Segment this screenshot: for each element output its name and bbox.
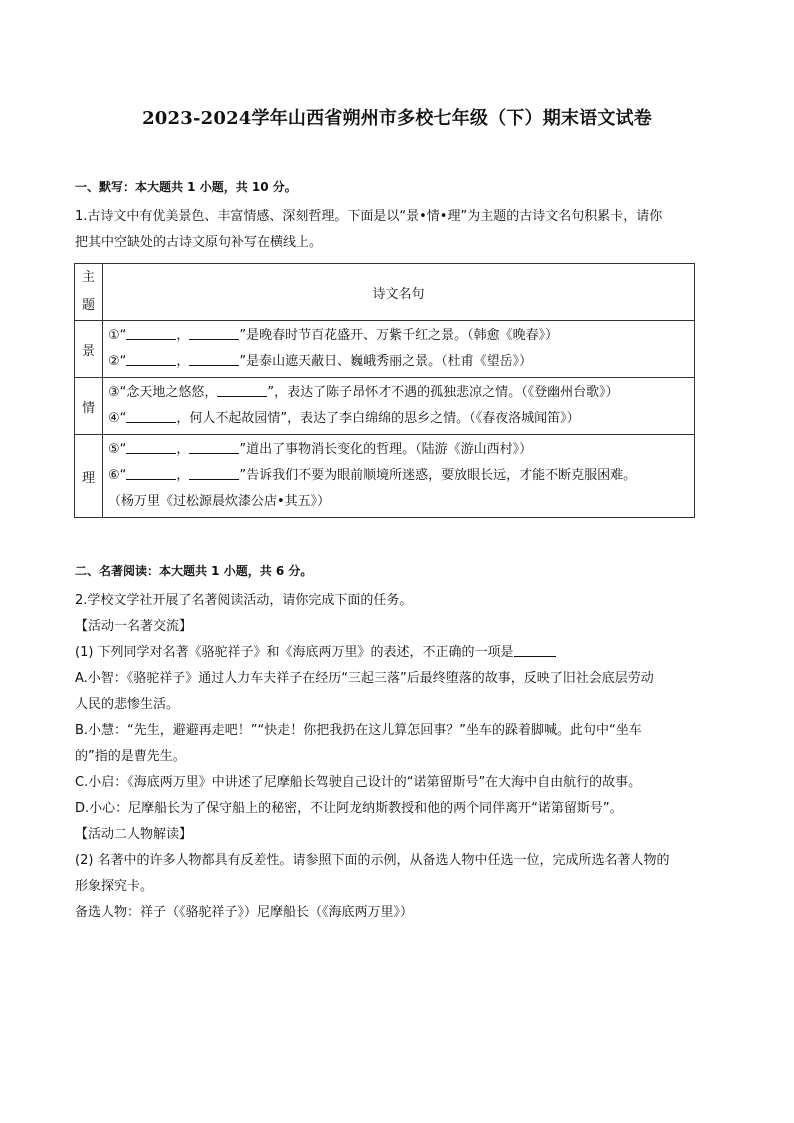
answer-blank[interactable] — [189, 465, 239, 480]
answer-blank[interactable] — [126, 408, 176, 423]
line-prefix: ③“念天地之悠悠， — [108, 385, 218, 400]
line-suffix: ”是泰山遮天蔽日、巍峨秀丽之景。（杜甫《望岳》） — [239, 354, 533, 369]
question2-intro: 2.学校文学社开展了名著阅读活动，请你完成下面的任务。 — [75, 593, 413, 608]
table-header-row — [75, 264, 695, 321]
answer-blank[interactable] — [189, 325, 239, 340]
content-cell — [103, 435, 695, 518]
line-suffix: ，何人不起故园情”，表达了李白绵绵的思乡之情。（《春夜洛城闻笛》） — [176, 411, 580, 426]
source-line: （杨万里《过松源晨炊漆公店•其五》） — [108, 494, 331, 509]
answer-blank[interactable] — [126, 325, 176, 340]
table-row-emotion — [75, 378, 695, 435]
line-suffix: ”，表达了陈子昂怀才不遇的孤独悲凉之情。（《登幽州台歌》） — [267, 385, 619, 400]
option-b-line2: 的”指的是曹先生。 — [75, 749, 186, 764]
line-suffix: ”告诉我们不要为眼前顺境所迷惑，要放眼长远，才能不断克服困难。 — [239, 468, 637, 483]
line-suffix: ”道出了事物消长变化的哲理。（陆游《游山西村》） — [239, 442, 533, 457]
theme-cell: 情 — [75, 378, 103, 435]
fill-line-2 — [108, 349, 694, 375]
line-prefix: ⑥“ — [108, 468, 127, 483]
subquestion2-line2: 形象探究卡。 — [75, 879, 154, 894]
theme-cell: 理 — [75, 435, 103, 518]
section1-heading: 一、默写：本大题共 1 小题，共 10 分。 — [75, 180, 297, 194]
answer-blank[interactable] — [189, 351, 239, 366]
line-separator: ， — [176, 468, 190, 483]
content-header: 诗文名句 — [103, 264, 695, 321]
line-separator: ， — [176, 442, 190, 457]
theme-header-char-2: 题 — [81, 298, 95, 313]
line-separator: ， — [176, 354, 190, 369]
fill-line-6 — [108, 463, 694, 489]
table-row-scenery — [75, 321, 695, 378]
option-a-line1: A.小智：《骆驼祥子》通过人力车夫祥子在经历“三起三落”后最终堕落的故事，反映了旧社会底层劳动 — [75, 671, 654, 686]
line-suffix: ”是晚春时节百花盛开、万紫千红之景。（韩愈《晚春》） — [239, 328, 559, 343]
line-prefix: ④“ — [108, 411, 127, 426]
line-separator: ， — [176, 328, 190, 343]
activity2-title: 【活动二人物解读】 — [75, 827, 193, 842]
answer-blank[interactable] — [514, 642, 556, 657]
answer-blank[interactable] — [126, 439, 176, 454]
activity1-title: 【活动一名著交流】 — [75, 619, 193, 634]
subquestion1 — [75, 640, 725, 666]
subquestion2-line1: (2) 名著中的许多人物都具有反差性。请参照下面的示例，从备选人物中任选一位，完成所选名著人物的 — [75, 853, 670, 868]
answer-blank[interactable] — [126, 351, 176, 366]
section2-body — [75, 588, 725, 926]
option-d: D.小心：尼摩船长为了保守船上的秘密，不让阿龙纳斯教授和他的两个同伴离开“诺第留斯号”。 — [75, 801, 623, 816]
poem-table — [74, 263, 695, 518]
theme-header-char-1: 主 — [81, 270, 95, 285]
fill-line-3 — [108, 380, 694, 406]
exam-title: 2023-2024学年山西省朔州市多校七年级（下）期末语文试卷 — [142, 108, 652, 129]
line-prefix: ①“ — [108, 328, 127, 343]
question1-line2: 把其中空缺处的古诗文原句补写在横线上。 — [75, 235, 323, 250]
fill-line-4 — [108, 406, 694, 432]
option-c: C.小启：《海底两万里》中讲述了尼摩船长驾驶自己设计的“诺第留斯号”在大海中自由航行的故事。 — [75, 775, 642, 790]
option-b-line1: B.小慧：“先生，避避再走吧！”“快走！你把我扔在这儿算怎回事？”坐车的跺着脚喊。此句中“坐车 — [75, 723, 642, 738]
fill-line-5 — [108, 437, 694, 463]
answer-blank[interactable] — [217, 382, 267, 397]
line-prefix: ⑤“ — [108, 442, 127, 457]
answer-blank[interactable] — [126, 465, 176, 480]
question1-line1: 1.古诗文中有优美景色、丰富情感、深刻哲理。下面是以“景•情•理”为主题的古诗文名句积累卡，请你 — [75, 209, 663, 224]
theme-cell: 景 — [75, 321, 103, 378]
line-prefix: ②“ — [108, 354, 127, 369]
section2-heading: 二、名著阅读：本大题共 1 小题，共 6 分。 — [75, 564, 313, 578]
candidate-characters: 备选人物：祥子（《骆驼祥子》）尼摩船长（《海底两万里》） — [75, 905, 414, 920]
theme-header — [75, 264, 103, 321]
question1-text — [75, 204, 725, 256]
answer-blank[interactable] — [189, 439, 239, 454]
subquestion1-text: (1) 下列同学对名著《骆驼祥子》和《海底两万里》的表述，不正确的一项是 — [75, 645, 514, 660]
content-cell — [103, 321, 695, 378]
option-a-line2: 人民的悲惨生活。 — [75, 697, 180, 712]
content-cell — [103, 378, 695, 435]
table-row-reason — [75, 435, 695, 518]
fill-line-1 — [108, 323, 694, 349]
